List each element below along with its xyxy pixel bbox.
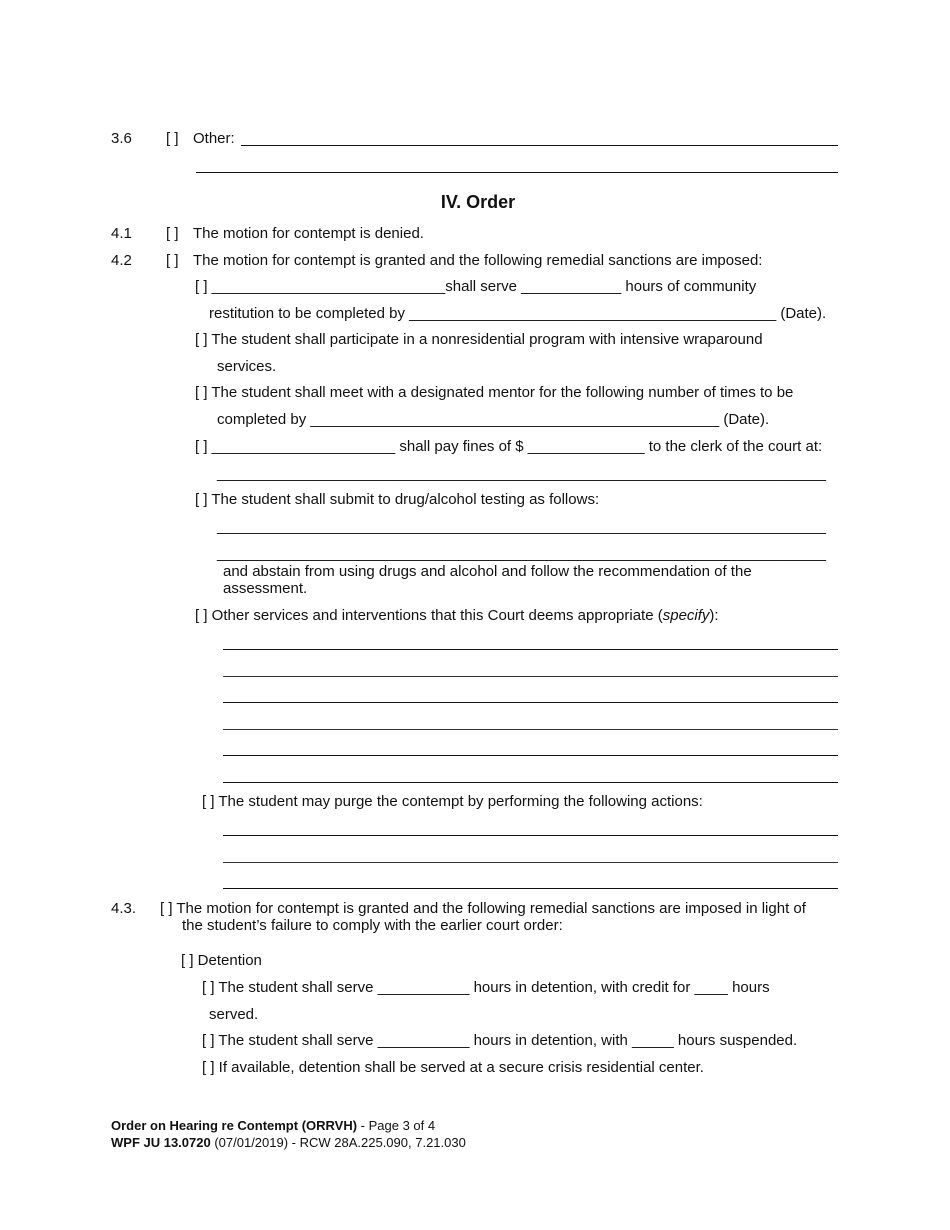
- other-blank-line[interactable]: [196, 172, 838, 173]
- drug-testing-cont: and abstain from using drugs and alcohol and follow the recommendation of the: [223, 563, 752, 580]
- other-services-blank-line[interactable]: [223, 702, 838, 703]
- other-services-suffix: ):: [709, 607, 719, 624]
- section-number: 3.6: [111, 130, 132, 147]
- drug-testing-blank[interactable]: _________________________________________________________________________: [217, 518, 826, 535]
- noncompliance-cont: the student’s failure to comply with the earlier court order:: [182, 917, 563, 934]
- checkbox-other[interactable]: [ ]: [166, 130, 179, 147]
- nonresidential-program-cont: services.: [217, 358, 277, 375]
- drug-testing-line[interactable]: [ ] The student shall submit to drug/alcohol testing as follows:: [195, 491, 600, 508]
- granted-text: The motion for contempt is granted and the following remedial sanctions are imposed:: [193, 252, 763, 269]
- footer-page: - Page 3 of 4: [357, 1118, 436, 1133]
- footer-title-line: [111, 1118, 435, 1134]
- other-services-blank-line[interactable]: [223, 755, 838, 756]
- footer-form-rest: (07/01/2019) - RCW 28A.225.090, 7.21.030: [210, 1135, 466, 1150]
- mentor-line[interactable]: [ ] The student shall meet with a designated mentor for the following number of times to be: [195, 384, 794, 401]
- checkbox-granted[interactable]: [ ]: [166, 252, 179, 269]
- footer-title: Order on Hearing re Contempt (ORRVH): [111, 1118, 358, 1133]
- section-number: 4.1: [111, 225, 132, 242]
- drug-testing-cont: assessment.: [223, 580, 308, 597]
- mentor-date-line[interactable]: completed by _________________________________________________ (Date).: [217, 411, 770, 428]
- footer-form-line: [111, 1135, 466, 1151]
- section-number: 4.3.: [111, 900, 137, 917]
- fines-line[interactable]: [ ] ______________________ shall pay fines of $ ______________ to the clerk of the court at:: [195, 438, 823, 455]
- community-restitution-date-line[interactable]: restitution to be completed by ____________________________________________ (Date).: [209, 305, 827, 322]
- section-heading: IV. Order: [440, 192, 516, 212]
- other-label: Other:: [193, 130, 235, 147]
- drug-testing-blank[interactable]: _________________________________________________________________________: [217, 545, 826, 562]
- fines-address-blank[interactable]: _________________________________________________________________________: [217, 465, 826, 482]
- purge-blank-line[interactable]: [223, 835, 838, 836]
- denied-text: The motion for contempt is denied.: [193, 225, 424, 242]
- other-services-specify: specify: [662, 607, 710, 624]
- detention-credit-cont: served.: [209, 1006, 259, 1023]
- purge-line[interactable]: [ ] The student may purge the contempt by performing the following actions:: [202, 793, 703, 810]
- other-services-blank-line[interactable]: [223, 649, 838, 650]
- purge-blank-line[interactable]: [223, 888, 838, 889]
- noncompliance-line[interactable]: [ ] The motion for contempt is granted and the following remedial sanctions are imposed in light of: [160, 900, 806, 917]
- community-restitution-line[interactable]: [ ] ____________________________shall serve ____________ hours of community: [195, 278, 757, 295]
- other-services-line[interactable]: [195, 607, 719, 625]
- detention-credit-line[interactable]: [ ] The student shall serve ___________ hours in detention, with credit for ____ hours: [202, 979, 770, 996]
- checkbox-denied[interactable]: [ ]: [166, 225, 179, 242]
- section-number: 4.2: [111, 252, 132, 269]
- footer-form-id: WPF JU 13.0720: [111, 1135, 211, 1150]
- detention-option[interactable]: [ ] Detention: [181, 952, 262, 969]
- other-services-blank-line[interactable]: [223, 782, 838, 783]
- purge-blank-line[interactable]: [223, 862, 838, 863]
- other-services-blank-line[interactable]: [223, 729, 838, 730]
- other-blank-line[interactable]: [241, 145, 838, 146]
- detention-suspended-line[interactable]: [ ] The student shall serve ___________ hours in detention, with _____ hours suspended.: [202, 1032, 798, 1049]
- detention-crisis-center-line[interactable]: [ ] If available, detention shall be served at a secure crisis residential center.: [202, 1059, 704, 1076]
- nonresidential-program-line[interactable]: [ ] The student shall participate in a nonresidential program with intensive wraparound: [195, 331, 763, 348]
- other-services-text: [ ] Other services and interventions that this Court deems appropriate (: [195, 607, 663, 624]
- other-services-blank-line[interactable]: [223, 676, 838, 677]
